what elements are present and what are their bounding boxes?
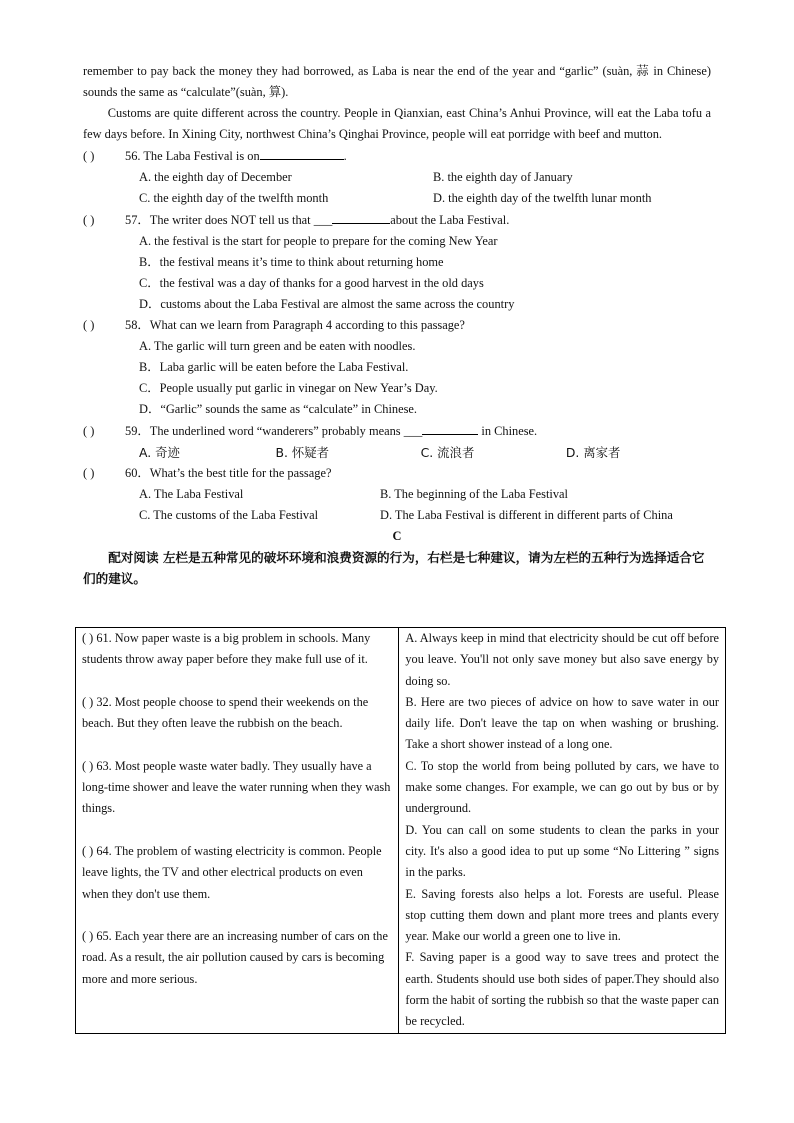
match-item-64: ( ) 64. The problem of wasting electricity is common. People leave lights, the TV and other electrical products on even when they don't use them. [82,843,382,901]
behaviors-column [76,628,399,1034]
option-row [83,167,711,188]
question-58 [83,315,711,336]
answer-bracket[interactable]: ( ) [82,929,94,944]
suggestion-c: C. To stop the world from being polluted by cars, we have to make some changes. For example, we can go out by bus or by underground. [405,758,719,816]
option-b: B．Laba garlic will be eaten before the Laba Festival. [139,360,409,374]
question-stem: 60．What’s the best title for the passage? [125,466,332,480]
answer-blank [332,209,390,224]
suggestions-column [399,628,726,1034]
suggestion-d: D. You can call on some students to clean the parks in your city. It's also a good idea to put up some “No Littering ” signs in the parks. [405,822,719,880]
option-row [83,505,711,526]
question-stem: 59．The underlined word “wanderers” probably means ___ [125,424,423,438]
question-59: ( ) 59．The underlined word “wanderers” probably means ___ in Chinese. [83,420,711,442]
suggestion-e: E. Saving forests also helps a lot. Forests are useful. Please stop cutting them down and plant more trees and plants every year. Make our world a green one to live in. [405,886,719,944]
answer-blank [260,145,344,160]
match-item-61: ( ) 61. Now paper waste is a big problem in schools. Many students throw away paper before they make full use of it. [82,631,371,667]
passage-paragraph: Customs are quite different across the country. People in Qianxian, east China’s Anhui Province, will eat the Laba tofu a few days before. In Xining City, northwest China’s Qinghai Province, people will eat porridge with beef and mutton. [83,106,711,141]
section-instruction: 配对阅读 左栏是五种常见的破坏环境和浪费资源的行为，右栏是七种建议，请为左栏的五种行为选择适合它们的建议。 [83,550,705,586]
option-b: B. The beginning of the Laba Festival [380,487,569,501]
answer-bracket[interactable]: ( ) [83,318,95,332]
question-stem: 58．What can we learn from Paragraph 4 according to this passage? [125,318,465,332]
answer-bracket[interactable]: ( ) [82,631,94,645]
answer-bracket[interactable]: ( ) [83,424,95,438]
question-56: ( ) 56. The Laba Festival is on . [83,145,711,167]
option-a: A. 奇迹 [139,445,180,460]
option-d: D. 离家者 [565,445,621,460]
passage-paragraph: remember to pay back the money they had borrowed, as Laba is near the end of the year and “garlic” (suàn, 蒜 in Chinese) sounds the same as “calculate”(suàn, 算). [83,64,711,99]
option-d: D．“Garlic” sounds the same as “calculate” in Chinese. [139,402,417,416]
option-c: C. 流浪者 [420,445,475,460]
match-item-62: ( ) 32. Most people choose to spend their weekends on the beach. But they often leave the rubbish on the beach. [82,694,369,731]
answer-blank [422,420,478,435]
option-a: A. The Laba Festival [139,487,244,501]
exam-page [83,61,711,589]
question-57: ( ) 57．The writer does NOT tell us that ___ about the Laba Festival. [83,209,711,231]
question-stem: 56. The Laba Festival is on [125,149,260,163]
option-a: A. the eighth day of December [139,170,292,184]
option-c: C．the festival was a day of thanks for a good harvest in the old days [139,276,484,290]
question-stem: 57．The writer does NOT tell us that ___ [125,213,333,227]
answer-bracket[interactable]: ( ) [83,213,95,227]
option-d: D. The Laba Festival is different in different parts of China [380,508,673,522]
option-row [83,484,711,505]
option-a: A. The garlic will turn green and be eaten with noodles. [139,339,416,353]
suggestion-a: A. Always keep in mind that electricity should be cut off before you leave. You'll not only save money but also save energy by doing so. [405,631,719,688]
match-item-65: ( ) 65. Each year there are an increasing number of cars on the road. As a result, the air pollution caused by cars is becoming more and more serious. [82,929,388,986]
option-b: B．the festival means it’s time to think about returning home [139,255,444,269]
matching-table [75,627,726,1034]
option-d: D. the eighth day of the twelfth lunar month [433,191,652,205]
option-a: A. the festival is the start for people to prepare for the coming New Year [139,234,498,248]
option-row [83,188,711,209]
option-row [83,442,711,463]
option-d: D．customs about the Laba Festival are almost the same across the country [139,297,515,311]
option-b: B. 怀疑者 [275,445,330,460]
match-item-63: ( ) 63. Most people waste water badly. They usually have a long-time shower and leave the water running when they wash things. [82,758,391,816]
suggestion-f: F. Saving paper is a good way to save trees and protect the earth. Students should use both sides of paper.They should also form the habit of sorting the rubbish so that the waste paper can be recycled. [405,950,719,1029]
section-heading: C [392,529,402,543]
option-c: C. The customs of the Laba Festival [139,508,319,522]
answer-bracket[interactable]: ( ) [83,466,95,480]
option-c: C. the eighth day of the twelfth month [139,191,329,205]
answer-bracket[interactable]: ( ) [83,149,95,163]
question-60 [83,463,711,484]
option-c: C．People usually put garlic in vinegar on New Year’s Day. [139,381,438,395]
answer-bracket[interactable]: ( ) [82,758,94,773]
suggestion-b: B. Here are two pieces of advice on how to save water in our daily life. Don't leave the tap on when washing or brushing. Take a short shower instead of a long one. [405,694,719,752]
answer-bracket[interactable]: ( ) [82,694,94,709]
answer-bracket[interactable]: ( ) [82,843,94,858]
option-b: B. the eighth day of January [433,170,573,184]
